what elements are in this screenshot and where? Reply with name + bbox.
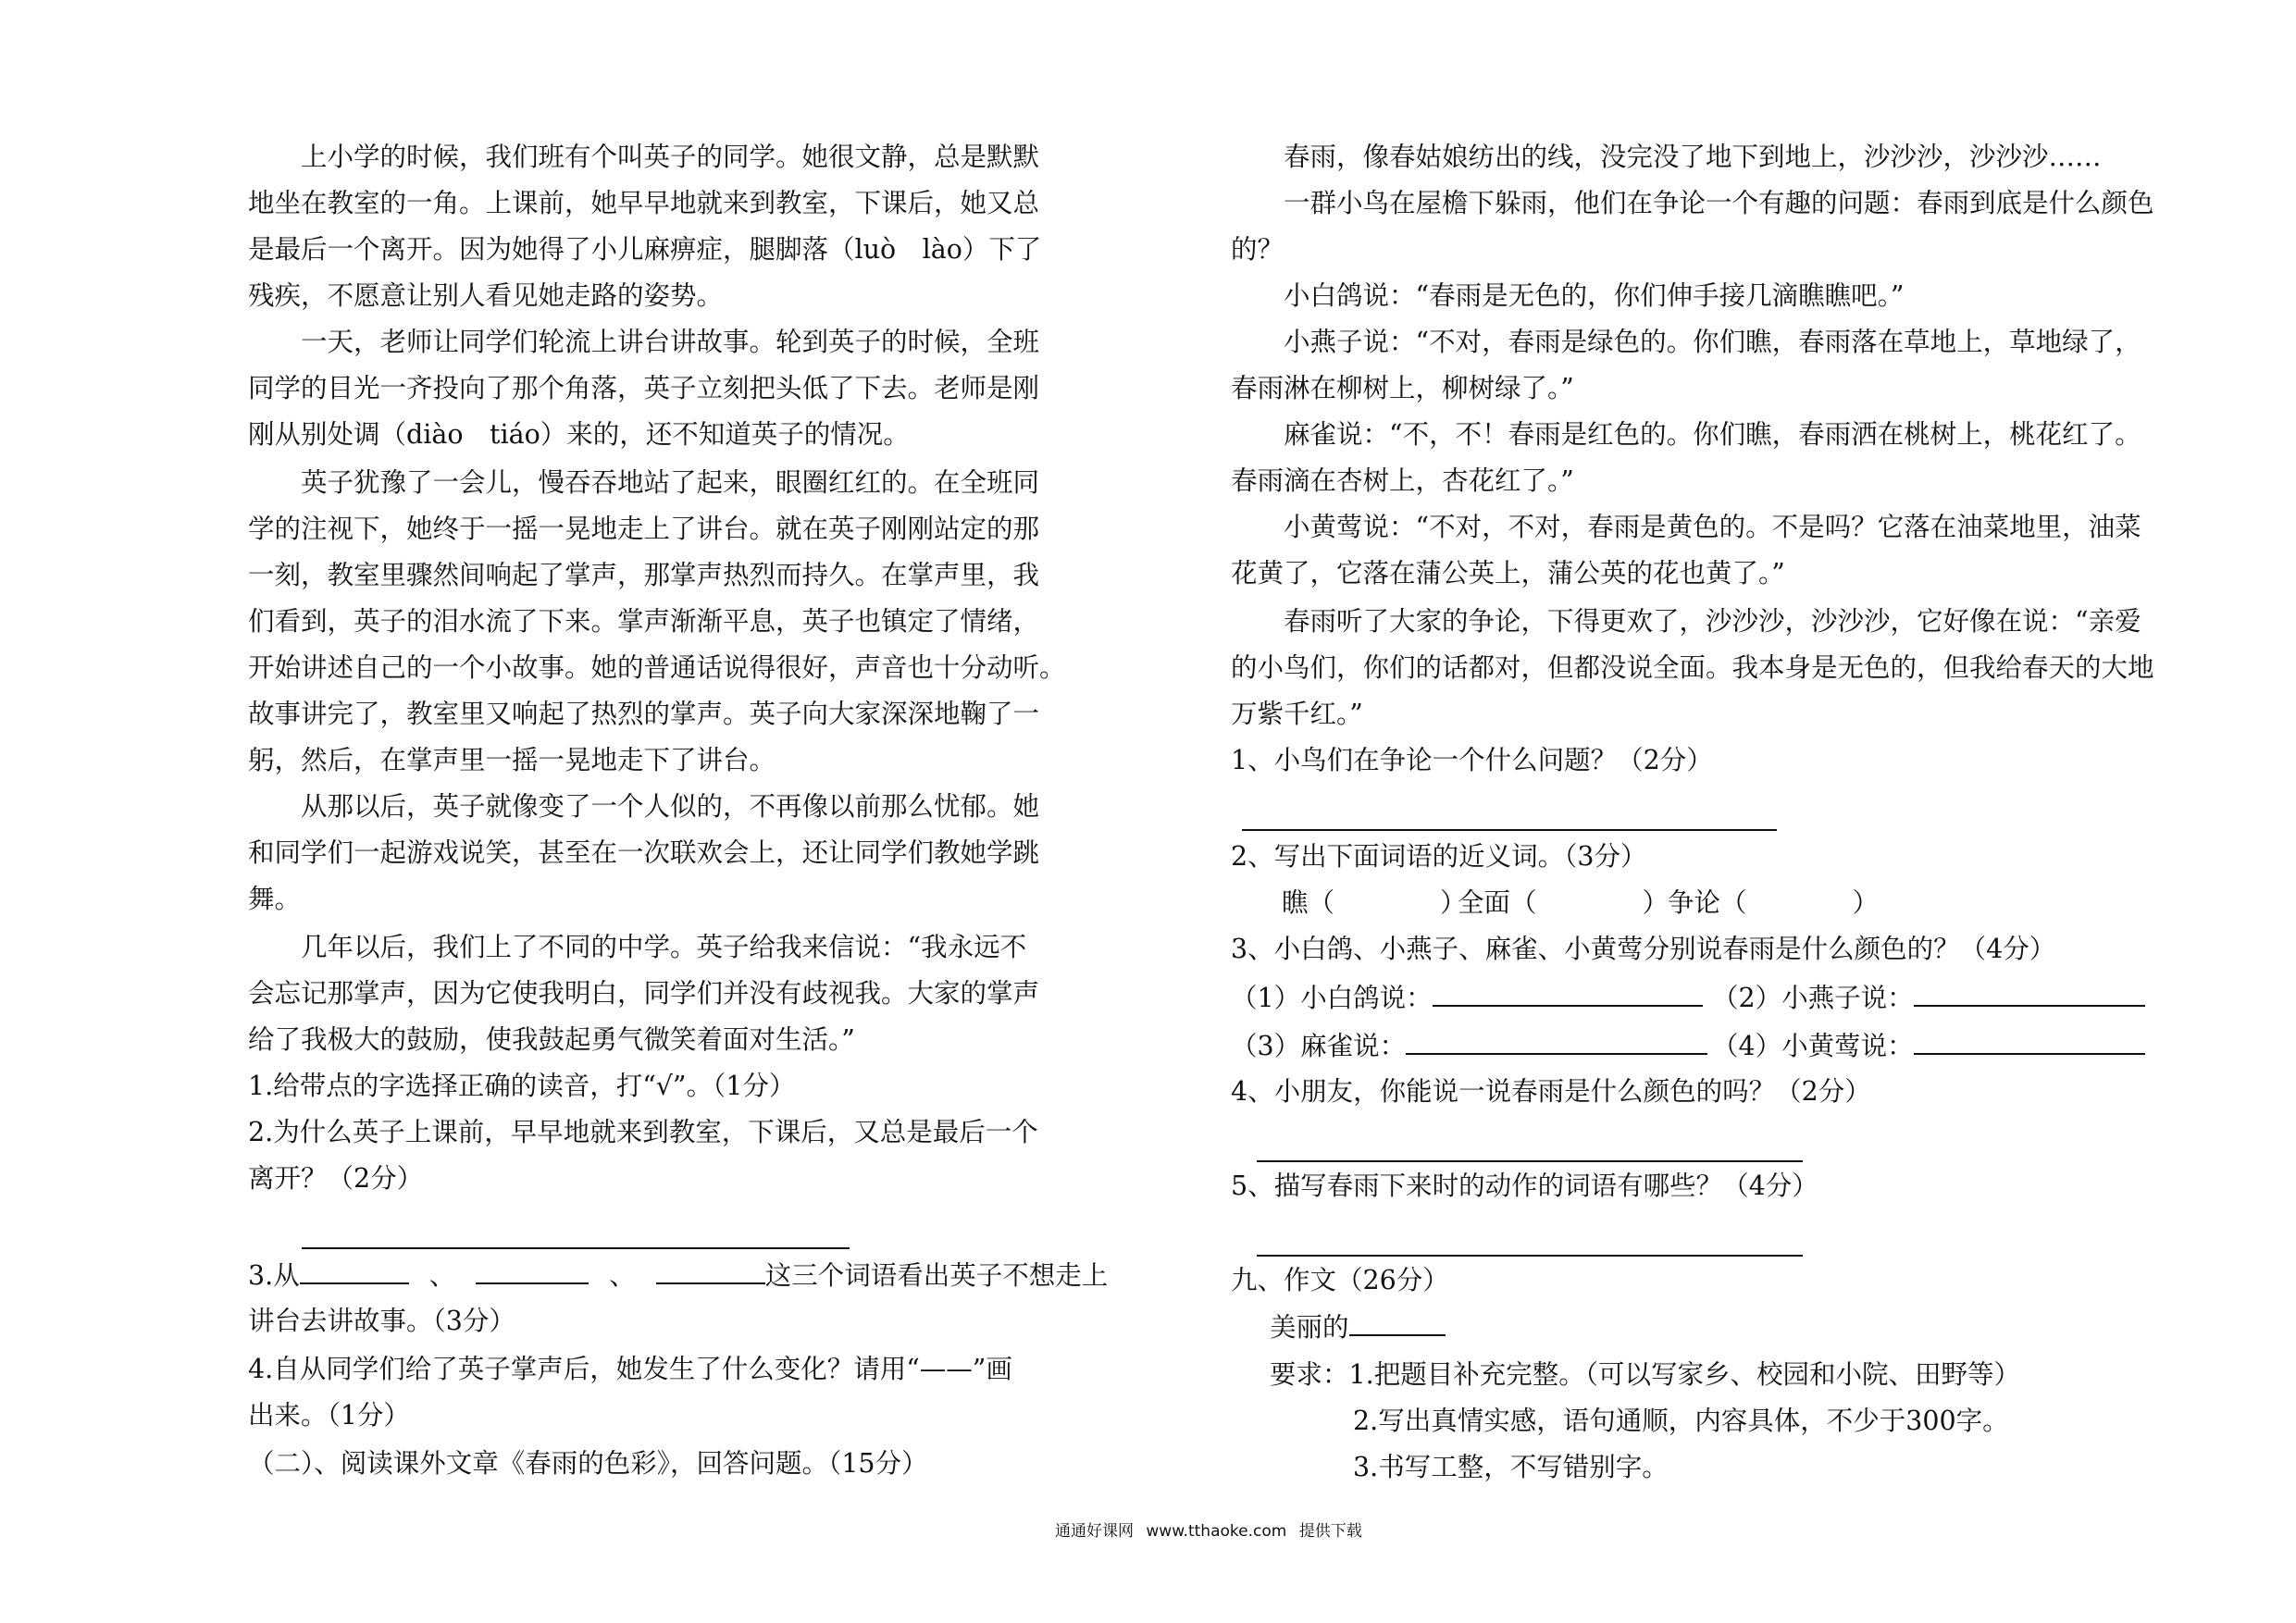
story-line: 万紫千红。” bbox=[1231, 699, 1363, 729]
story-line: 是最后一个离开。因为她得了小儿麻痹症，腿脚落（luò lào）下了 bbox=[248, 234, 1042, 265]
requirement-2: 2.写出真情实感，语句通顺，内容具体，不少于300字。 bbox=[1353, 1406, 2009, 1436]
story-line: 和同学们一起游戏说笑，甚至在一次联欢会上，还让同学们教她学跳 bbox=[248, 837, 1040, 868]
footer-note: 提供下载 bbox=[1298, 1522, 1362, 1541]
synonym-2: 全面（ ） bbox=[1458, 887, 1669, 918]
story-line: 舞。 bbox=[248, 884, 302, 914]
story-line: 地坐在教室的一角。上课前，她早早地就来到教室，下课后，她又总 bbox=[248, 188, 1040, 218]
story-line: 春雨，像春姑娘纺出的线，没完没了地下到地上，沙沙沙，沙沙沙…… bbox=[1231, 142, 2102, 172]
story-line: 故事讲完了，教室里又响起了热烈的掌声。英子向大家深深地鞠了一 bbox=[248, 699, 1040, 729]
topic-text: 美丽的 bbox=[1270, 1312, 1349, 1343]
answer-blank[interactable] bbox=[1914, 979, 2145, 1007]
story-line: 躬，然后，在掌声里一摇一晃地走下了讲台。 bbox=[248, 745, 776, 775]
blank-row-3 bbox=[1231, 1027, 1707, 1064]
story-line: 同学的目光一齐投向了那个角落，英子立刻把头低了下去。老师是刚 bbox=[248, 373, 1040, 403]
synonym-1: 瞧（ ） bbox=[1282, 887, 1467, 918]
q3-blank-1[interactable] bbox=[300, 1257, 409, 1284]
story-line: 春雨淋在柳树上，柳树绿了。” bbox=[1231, 373, 1574, 403]
story-line: 小黄莺说：“不对，不对，春雨是黄色的。不是吗？它落在油菜地里，油菜 bbox=[1231, 512, 2141, 542]
q3-suffix: 这三个词语看出英子不想走上 bbox=[764, 1260, 1109, 1291]
story-line: 刚从别处调（diào tiáo）来的，还不知道英子的情况。 bbox=[248, 419, 910, 450]
q3-sep: 、 bbox=[428, 1260, 456, 1291]
answer-line[interactable] bbox=[1257, 1255, 1803, 1257]
story-line: 一刻，教室里骤然间响起了掌声，那掌声热烈而持久。在掌声里，我 bbox=[248, 560, 1040, 590]
composition-topic bbox=[1270, 1308, 1446, 1345]
section-2-heading: （二）、阅读课外文章《春雨的色彩》，回答问题。（15分） bbox=[248, 1448, 928, 1479]
story-line: 会忘记那掌声，因为它使我明白，同学们并没有歧视我。大家的掌声 bbox=[248, 978, 1040, 1009]
answer-line[interactable] bbox=[1242, 829, 1777, 831]
story-line: 上小学的时候，我们班有个叫英子的同学。她很文静，总是默默 bbox=[248, 142, 1040, 172]
blank-label: （4）小黄莺说： bbox=[1712, 1031, 1914, 1061]
answer-line[interactable] bbox=[302, 1247, 850, 1249]
blank-label: （2）小燕子说： bbox=[1712, 983, 1914, 1013]
question-5: 5、描写春雨下来时的动作的词语有哪些？（4分） bbox=[1231, 1171, 1818, 1201]
q3-sep: 、 bbox=[609, 1260, 636, 1291]
story-line: 春雨听了大家的争论，下得更欢了，沙沙沙，沙沙沙，它好像在说：“亲爱 bbox=[1231, 606, 2141, 637]
answer-blank[interactable] bbox=[1914, 1027, 2145, 1055]
blank-row-4 bbox=[1712, 1027, 2145, 1064]
requirement-3: 3.书写工整，不写错别字。 bbox=[1353, 1452, 1669, 1482]
story-line: 开始讲述自己的一个小故事。她的普通话说得很好，声音也十分动听。 bbox=[248, 652, 1066, 683]
answer-blank[interactable] bbox=[1433, 979, 1703, 1007]
footer-site: 通通好课网 bbox=[1055, 1522, 1134, 1541]
story-line: 几年以后，我们上了不同的中学。英子给我来信说：“我永远不 bbox=[248, 932, 1027, 962]
story-line: 花黄了，它落在蒲公英上，蒲公英的花也黄了。” bbox=[1231, 558, 1785, 588]
synonym-3: 争论（ ） bbox=[1668, 887, 1880, 918]
story-line: 的小鸟们，你们的话都对，但都没说全面。我本身是无色的，但我给春天的大地 bbox=[1231, 652, 2154, 683]
story-line: 给了我极大的鼓励，使我鼓起勇气微笑着面对生活。” bbox=[248, 1024, 855, 1055]
story-line: 学的注视下，她终于一摇一晃地走上了讲台。就在英子刚刚站定的那 bbox=[248, 514, 1040, 544]
composition-heading: 九、作文（26分） bbox=[1231, 1265, 1449, 1295]
story-line: 春雨滴在杏树上，杏花红了。” bbox=[1231, 465, 1574, 496]
answer-line[interactable] bbox=[1257, 1160, 1803, 1162]
question-1: 1、小鸟们在争论一个什么问题？（2分） bbox=[1231, 745, 1713, 775]
q3-blank-3[interactable] bbox=[656, 1257, 765, 1284]
question-2: 2.为什么英子上课前，早早地就来到教室，下课后，又总是最后一个 bbox=[248, 1117, 1038, 1147]
blank-row-2 bbox=[1712, 979, 2145, 1016]
story-line: 残疾，不愿意让别人看见她走路的姿势。 bbox=[248, 280, 724, 311]
footer-url[interactable]: www.tthaoke.com bbox=[1146, 1522, 1287, 1541]
blank-label: （3）麻雀说： bbox=[1231, 1031, 1407, 1061]
blank-row-1 bbox=[1231, 979, 1703, 1016]
story-line: 从那以后，英子就像变了一个人似的，不再像以前那么忧郁。她 bbox=[248, 791, 1040, 822]
q3-prefix: 3.从 bbox=[248, 1260, 300, 1291]
question-2-cont: 离开？（2分） bbox=[248, 1163, 424, 1194]
question-1: 1.给带点的字选择正确的读音，打“√”。（1分） bbox=[248, 1071, 796, 1101]
page-footer bbox=[1055, 1518, 1370, 1541]
question-4-cont: 出来。（1分） bbox=[248, 1400, 410, 1431]
story-line: 一群小鸟在屋檐下躲雨，他们在争论一个有趣的问题：春雨到底是什么颜色 bbox=[1231, 188, 2154, 218]
question-3: 3、小白鸽、小燕子、麻雀、小黄莺分别说春雨是什么颜色的？（4分） bbox=[1231, 934, 2056, 964]
blank-label: （1）小白鸽说： bbox=[1231, 983, 1433, 1013]
question-4: 4、小朋友，你能说一说春雨是什么颜色的吗？（2分） bbox=[1231, 1076, 1871, 1107]
story-line: 小燕子说：“不对，春雨是绿色的。你们瞧，春雨落在草地上，草地绿了， bbox=[1231, 327, 2141, 357]
story-line: 们看到，英子的泪水流了下来。掌声渐渐平息，英子也镇定了情绪， bbox=[248, 606, 1040, 637]
question-3 bbox=[248, 1257, 1108, 1294]
story-line: 麻雀说：“不，不！春雨是红色的。你们瞧，春雨洒在桃树上，桃花红了。 bbox=[1231, 419, 2141, 450]
topic-blank[interactable] bbox=[1349, 1308, 1446, 1336]
question-2: 2、写出下面词语的近义词。（3分） bbox=[1231, 841, 1647, 872]
answer-blank[interactable] bbox=[1406, 1027, 1707, 1055]
story-line: 小白鸽说：“春雨是无色的，你们伸手接几滴瞧瞧吧。” bbox=[1231, 280, 1905, 311]
question-4: 4.自从同学们给了英子掌声后，她发生了什么变化？请用“——”画 bbox=[248, 1354, 1012, 1384]
q3-blank-2[interactable] bbox=[476, 1257, 589, 1284]
story-line: 英子犹豫了一会儿，慢吞吞地站了起来，眼圈红红的。在全班同 bbox=[248, 467, 1040, 498]
requirement-1: 要求：1.把题目补充完整。（可以写家乡、校园和小院、田野等） bbox=[1270, 1359, 2020, 1390]
question-3-cont: 讲台去讲故事。（3分） bbox=[248, 1306, 515, 1336]
story-line: 的？ bbox=[1231, 234, 1285, 265]
story-line: 一天，老师让同学们轮流上讲台讲故事。轮到英子的时候，全班 bbox=[248, 327, 1040, 357]
